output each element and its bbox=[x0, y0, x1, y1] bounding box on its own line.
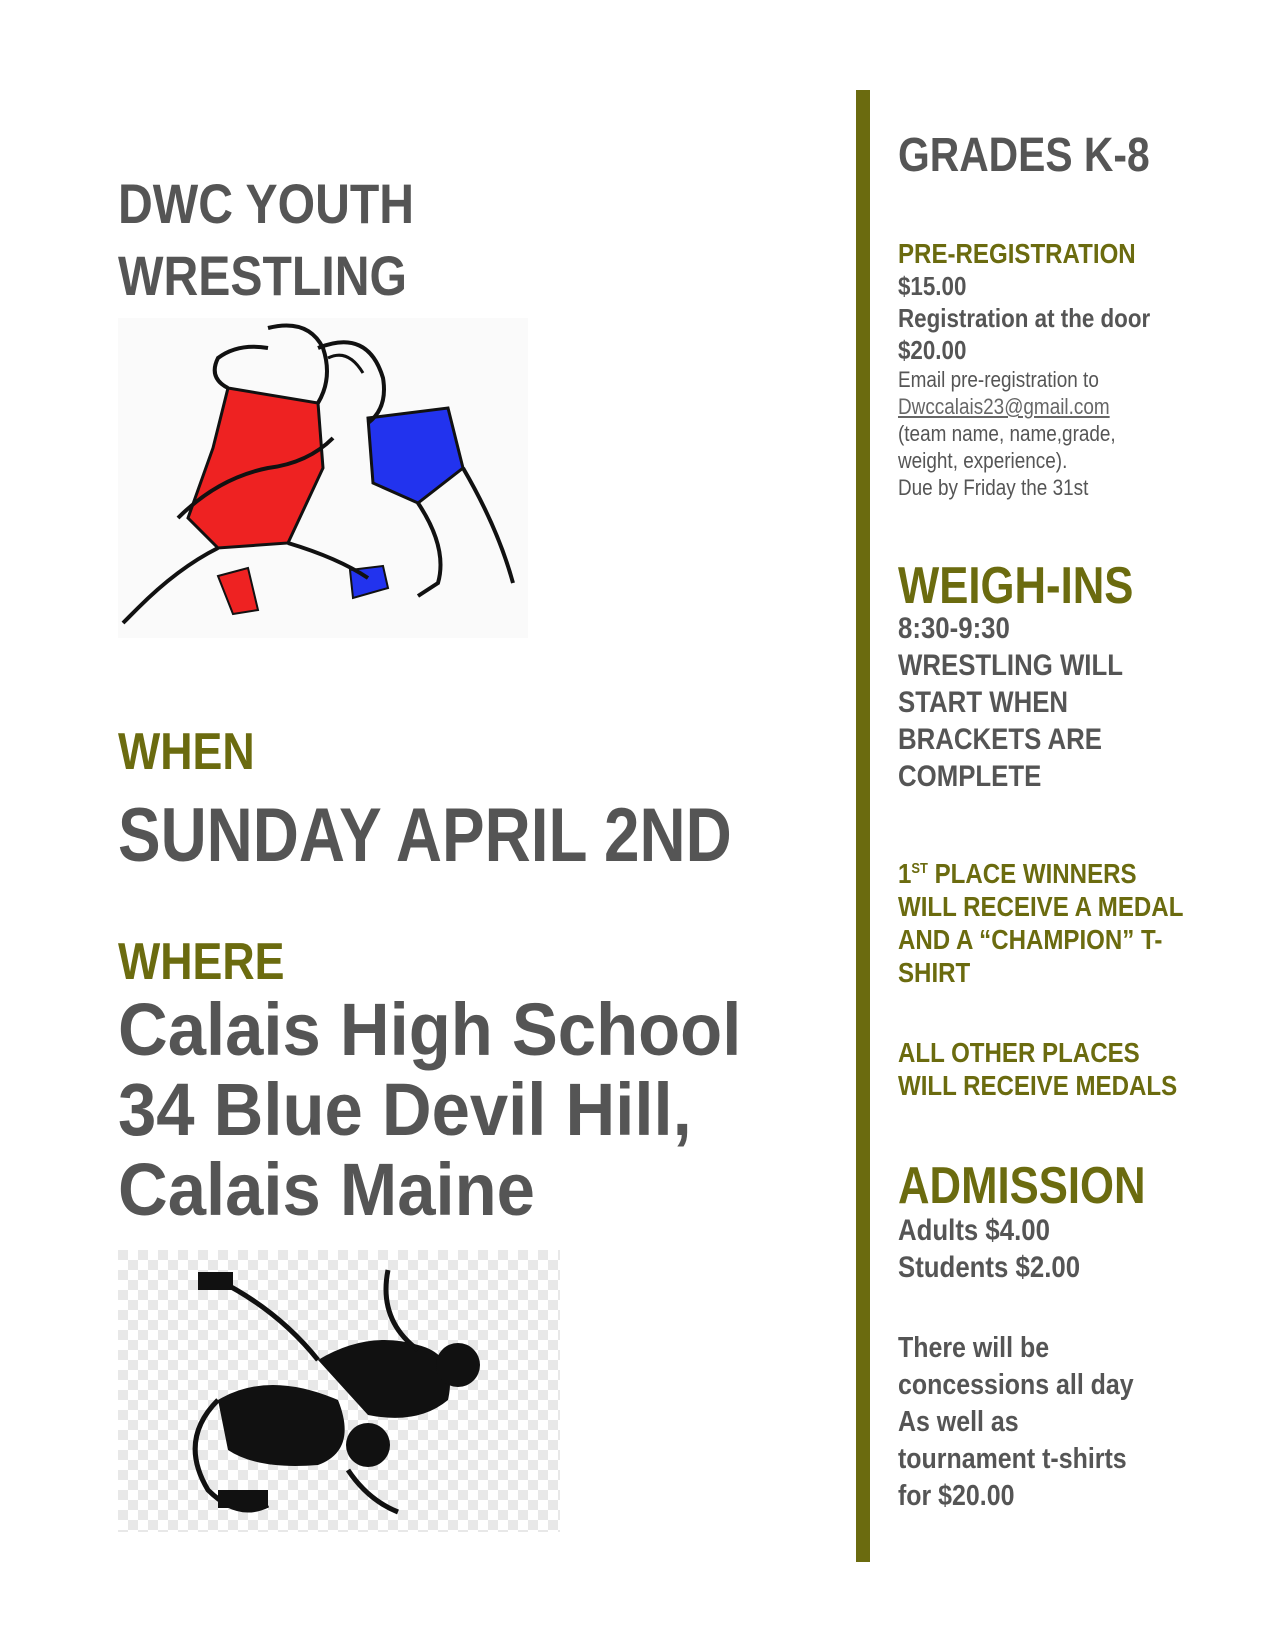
other-award-line-1: ALL OTHER PLACES bbox=[898, 1037, 1140, 1068]
concessions-line-3: As well as bbox=[898, 1406, 1019, 1438]
email-instructions: Email pre-registration to bbox=[898, 367, 1099, 392]
admission-students: Students $2.00 bbox=[898, 1251, 1081, 1284]
admission-adults: Adults $4.00 bbox=[898, 1214, 1050, 1247]
admission-prices bbox=[898, 1212, 1156, 1286]
when-label: WHEN bbox=[118, 723, 255, 781]
award-line-4: SHIRT bbox=[898, 957, 971, 988]
award-line-1 bbox=[898, 852, 1173, 890]
weighins-line-4: BRACKETS ARE bbox=[898, 723, 1103, 756]
weighins-details bbox=[898, 610, 1156, 795]
door-registration-label: Registration at the door bbox=[898, 303, 1151, 333]
weighins-line-5: COMPLETE bbox=[898, 760, 1042, 793]
preregistration-price: $15.00 bbox=[898, 271, 967, 301]
registration-info-line-1: (team name, name,grade, bbox=[898, 421, 1116, 446]
location-line-2: 34 Blue Devil Hill, bbox=[118, 1068, 692, 1151]
concessions-line-4: tournament t-shirts bbox=[898, 1443, 1127, 1475]
wrestlers-color-illustration bbox=[118, 318, 528, 638]
where-label: WHERE bbox=[118, 933, 285, 991]
concessions-line-2: concessions all day bbox=[898, 1369, 1134, 1401]
event-date: SUNDAY APRIL 2ND bbox=[118, 793, 732, 878]
email-link[interactable]: Dwccalais23@gmail.com bbox=[898, 394, 1110, 419]
preregistration-details bbox=[898, 270, 1173, 501]
location-line-1: Calais High School bbox=[118, 988, 742, 1071]
weighins-heading: WEIGH-INS bbox=[898, 557, 1134, 615]
concessions-line-5: for $20.00 bbox=[898, 1480, 1015, 1512]
weighins-time: 8:30-9:30 bbox=[898, 612, 1010, 645]
concessions-line-1: There will be bbox=[898, 1332, 1050, 1364]
award-place-number: 1 bbox=[898, 858, 912, 889]
registration-due-date: Due by Friday the 31st bbox=[898, 475, 1089, 500]
grades-heading: GRADES K-8 bbox=[898, 129, 1150, 182]
preregistration-heading: PRE-REGISTRATION bbox=[898, 238, 1136, 269]
title-line-1: DWC YOUTH WRESTLING bbox=[118, 172, 415, 307]
event-location bbox=[118, 990, 741, 1230]
award-line-2: WILL RECEIVE A MEDAL bbox=[898, 891, 1184, 922]
door-registration-price: $20.00 bbox=[898, 335, 967, 365]
admission-heading: ADMISSION bbox=[898, 1157, 1146, 1215]
concessions-note bbox=[898, 1330, 1173, 1515]
weighins-line-3: START WHEN bbox=[898, 686, 1069, 719]
first-place-award bbox=[898, 852, 1184, 989]
award-line-1-text: PLACE WINNERS bbox=[927, 858, 1137, 889]
other-places-award bbox=[898, 1036, 1178, 1102]
other-award-line-2: WILL RECEIVE MEDALS bbox=[898, 1070, 1178, 1101]
award-line-3: AND A “CHAMPION” T- bbox=[898, 924, 1163, 955]
registration-info-line-2: weight, experience). bbox=[898, 448, 1068, 473]
award-place-suffix: ST bbox=[911, 860, 928, 877]
weighins-line-2: WRESTLING WILL bbox=[898, 649, 1123, 682]
location-line-3: Calais Maine bbox=[118, 1148, 535, 1231]
wrestlers-black-illustration bbox=[118, 1250, 560, 1532]
column-divider bbox=[856, 90, 870, 1562]
